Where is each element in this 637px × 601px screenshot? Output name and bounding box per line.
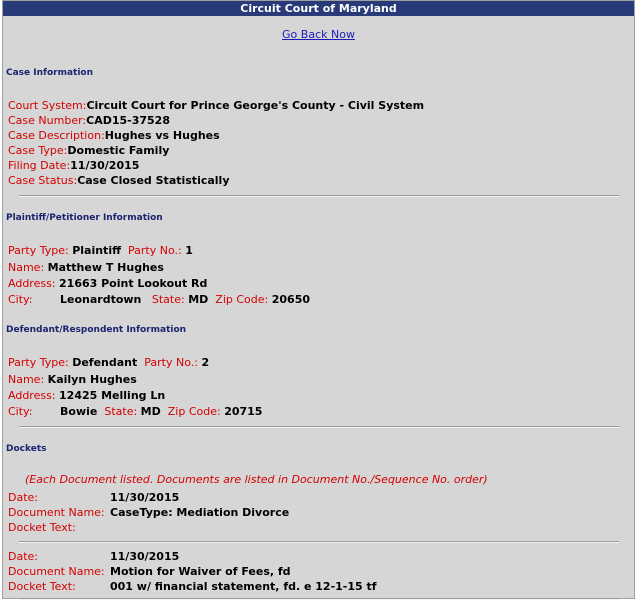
docket-text-label: Docket Text:	[8, 580, 76, 593]
city-value: Bowie	[60, 405, 98, 418]
court-system-row	[8, 98, 424, 113]
case-number-label: Case Number:	[8, 114, 87, 127]
case-description-value: Hughes vs Hughes	[104, 129, 220, 142]
docket-2-text-row	[8, 579, 377, 594]
zip-value: 20715	[224, 405, 263, 418]
document-name-label: Document Name:	[8, 565, 105, 578]
back-link-container	[3, 28, 634, 41]
case-description-row	[8, 128, 220, 143]
name-label: Name:	[8, 373, 45, 386]
party-type-value: Defendant	[72, 356, 138, 369]
zip-value: 20650	[271, 293, 311, 306]
defendant-party-row	[8, 355, 209, 370]
case-number-value: CAD15-37528	[86, 114, 170, 127]
party-no-label: Party No.:	[144, 356, 198, 369]
docket-2-docname-row	[8, 564, 291, 579]
filing-date-row	[8, 158, 139, 173]
party-type-label: Party Type:	[8, 356, 69, 369]
zip-label: Zip Code:	[215, 293, 269, 306]
plaintiff-address-row	[8, 276, 207, 291]
date-label: Date:	[8, 491, 38, 504]
go-back-link[interactable]: Go Back Now	[282, 28, 355, 41]
case-status-value: Case Closed Statistically	[77, 174, 230, 187]
page-title: Circuit Court of Maryland	[3, 1, 634, 16]
zip-label: Zip Code:	[167, 405, 221, 418]
address-value: 21663 Point Lookout Rd	[59, 277, 208, 290]
city-label: City:	[8, 293, 33, 306]
document-name-value: Motion for Waiver of Fees, fd	[110, 565, 291, 578]
date-value: 11/30/2015	[110, 550, 180, 563]
name-value: Kailyn Hughes	[47, 373, 137, 386]
case-status-row	[8, 173, 230, 188]
address-value: 12425 Melling Ln	[59, 389, 166, 402]
court-system-label: Court System:	[8, 99, 87, 112]
plaintiff-party-row	[8, 243, 193, 258]
party-no-value: 1	[185, 244, 193, 257]
date-value: 11/30/2015	[110, 491, 180, 504]
state-value: MD	[188, 293, 209, 306]
address-label: Address:	[8, 389, 56, 402]
defendant-name-row	[8, 372, 137, 387]
case-type-value: Domestic Family	[67, 144, 170, 157]
plaintiff-city-row	[8, 292, 310, 307]
docket-2-date-row	[8, 549, 179, 564]
state-label: State:	[104, 405, 138, 418]
case-description-label: Case Description:	[8, 129, 105, 142]
date-label: Date:	[8, 550, 38, 563]
dockets-heading: Dockets	[6, 444, 47, 454]
city-label: City:	[8, 405, 33, 418]
filing-date-value: 11/30/2015	[70, 159, 140, 172]
docket-1-docname-row	[8, 505, 289, 520]
docket-1-text-row	[8, 520, 110, 535]
docket-text-label: Docket Text:	[8, 521, 76, 534]
docket-text-value: 001 w/ financial statement, fd. e 12-1-15 tf	[110, 580, 377, 593]
case-type-label: Case Type:	[8, 144, 68, 157]
case-info-heading: Case Information	[6, 68, 93, 78]
party-type-label: Party Type:	[8, 244, 69, 257]
dockets-note: (Each Document listed. Documents are listed in Document No./Sequence No. order)	[25, 473, 488, 486]
divider	[19, 195, 619, 197]
defendant-heading: Defendant/Respondent Information	[6, 325, 187, 335]
plaintiff-name-row	[8, 260, 164, 275]
party-no-label: Party No.:	[128, 244, 182, 257]
document-name-value: CaseType: Mediation Divorce	[110, 506, 290, 519]
name-label: Name:	[8, 261, 45, 274]
party-type-value: Plaintiff	[72, 244, 121, 257]
divider	[19, 598, 619, 600]
case-number-row	[8, 113, 170, 128]
divider	[19, 426, 619, 428]
page-frame	[2, 0, 635, 599]
court-system-value: Circuit Court for Prince George's County - Civil System	[86, 99, 425, 112]
case-status-label: Case Status:	[8, 174, 78, 187]
case-type-row	[8, 143, 169, 158]
defendant-address-row	[8, 388, 165, 403]
state-value: MD	[140, 405, 161, 418]
plaintiff-heading: Plaintiff/Petitioner Information	[6, 213, 163, 223]
divider	[19, 541, 619, 543]
address-label: Address:	[8, 277, 56, 290]
name-value: Matthew T Hughes	[47, 261, 164, 274]
document-name-label: Document Name:	[8, 506, 105, 519]
city-value: Leonardtown	[60, 293, 142, 306]
defendant-city-row	[8, 404, 262, 419]
party-no-value: 2	[201, 356, 210, 369]
filing-date-label: Filing Date:	[8, 159, 71, 172]
state-label: State:	[151, 293, 185, 306]
docket-1-date-row	[8, 490, 179, 505]
